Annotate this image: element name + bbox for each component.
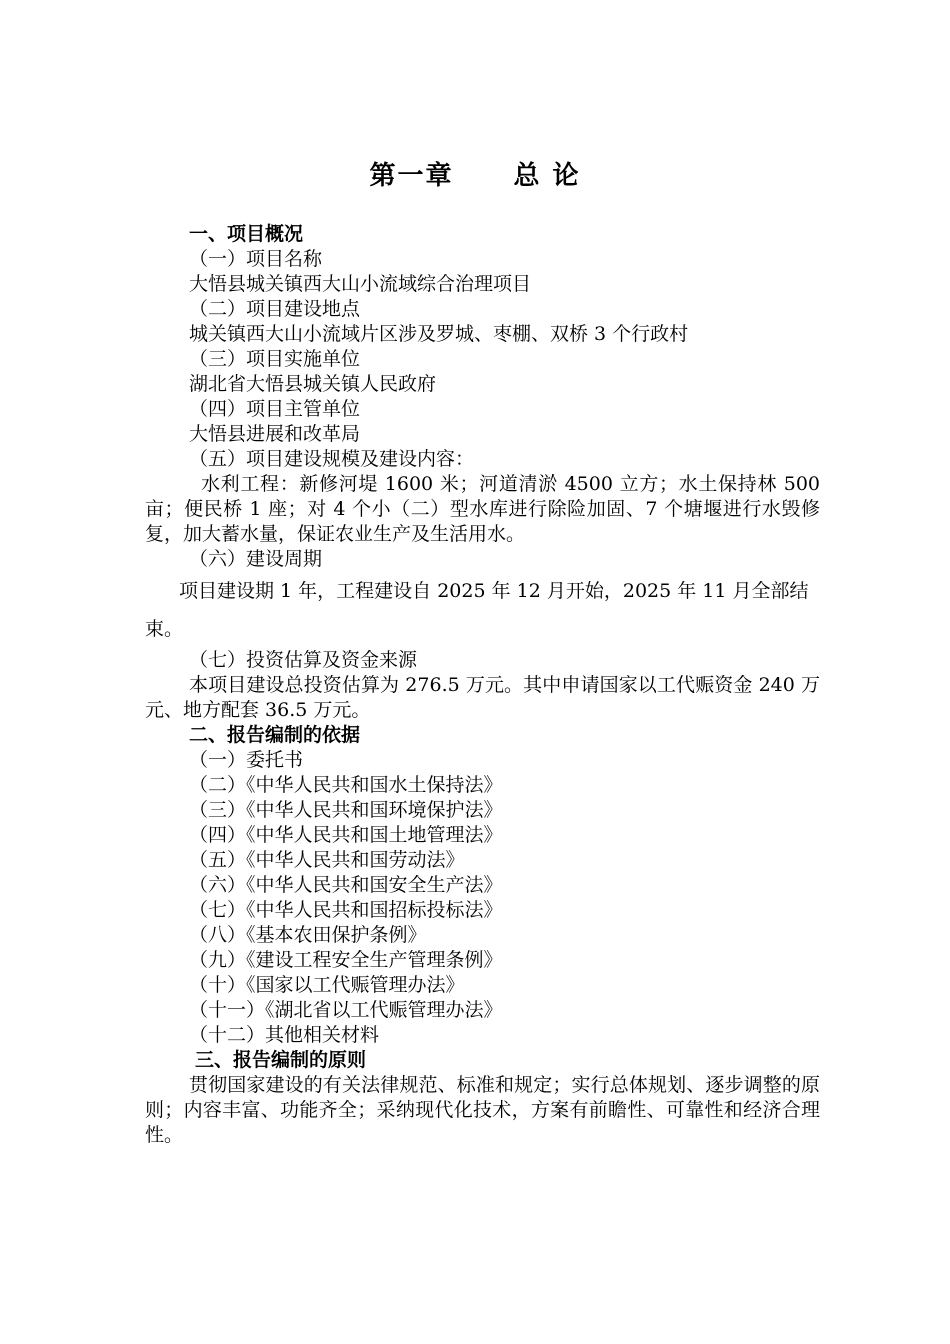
basis-list-item: （十）《国家以工代赈管理办法》: [189, 974, 465, 996]
investment-label: （七）投资估算及资金来源: [189, 649, 418, 671]
section-heading-2: 二、报告编制的依据: [189, 724, 361, 746]
investment-value: 本项目建设总投资估算为 276.5 万元。其中申请国家以工代赈资金 240 万元、地方配套 36.5 万元。: [145, 674, 820, 721]
basis-list-item: （十二）其他相关材料: [189, 1024, 380, 1046]
basis-list-item: （三）《中华人民共和国环境保护法》: [189, 799, 503, 821]
section-heading-1: 一、项目概况: [189, 223, 304, 245]
project-period-label: （六）建设周期: [189, 548, 323, 570]
basis-list-item: （一）委托书: [189, 749, 304, 771]
basis-list-item: （九）《建设工程安全生产管理条例》: [189, 949, 503, 971]
section-heading-3: 三、报告编制的原则: [195, 1049, 367, 1071]
basis-list-item: （二）《中华人民共和国水土保持法》: [189, 774, 503, 796]
project-supervisor-value: 大悟县进展和改革局: [189, 423, 361, 445]
project-name-label: （一）项目名称: [189, 248, 323, 270]
document-body: [145, 222, 820, 1148]
principles-body: 贯彻国家建设的有关法律规范、标准和规定；实行总体规划、逐步调整的原则；内容丰富、功能齐全；采纳现代化技术，方案有前瞻性、可靠性和经济合理性。: [145, 1074, 820, 1146]
basis-list-item: （四）《中华人民共和国土地管理法》: [189, 824, 503, 846]
project-implementer-label: （三）项目实施单位: [189, 348, 361, 370]
project-location-value: 城关镇西大山小流域片区涉及罗城、枣棚、双桥 3 个行政村: [189, 323, 689, 345]
chapter-number: 第一章: [369, 161, 454, 191]
chapter-title: [0, 155, 950, 192]
project-supervisor-label: （四）项目主管单位: [189, 398, 361, 420]
project-period-value: 项目建设期 1 年，工程建设自 2025 年 12 月开始，2025 年 11 月全部结束。: [145, 580, 809, 640]
project-location-label: （二）项目建设地点: [189, 298, 361, 320]
basis-list-item: （六）《中华人民共和国安全生产法》: [189, 874, 503, 896]
project-scale-value: 水利工程：新修河堤 1600 米；河道清淤 4500 立方；水土保持林 500 亩；便民桥 1 座；对 4 个小（二）型水库进行除险加固、7 个塘堰进行水毁修复，加大蓄水量，保证农业生产及生活用水。: [145, 473, 820, 545]
chapter-name: 总 论: [513, 161, 581, 191]
basis-list-item: （八）《基本农田保护条例》: [189, 924, 427, 946]
basis-list-item: （十一）《湖北省以工代赈管理办法》: [189, 999, 503, 1021]
basis-list-item: （五）《中华人民共和国劳动法》: [189, 849, 465, 871]
project-scale-label: （五）项目建设规模及建设内容：: [189, 448, 475, 470]
basis-list: [145, 748, 820, 1048]
basis-list-item: （七）《中华人民共和国招标投标法》: [189, 899, 503, 921]
project-implementer-value: 湖北省大悟县城关镇人民政府: [189, 373, 437, 395]
project-name-value: 大悟县城关镇西大山小流域综合治理项目: [189, 273, 532, 295]
